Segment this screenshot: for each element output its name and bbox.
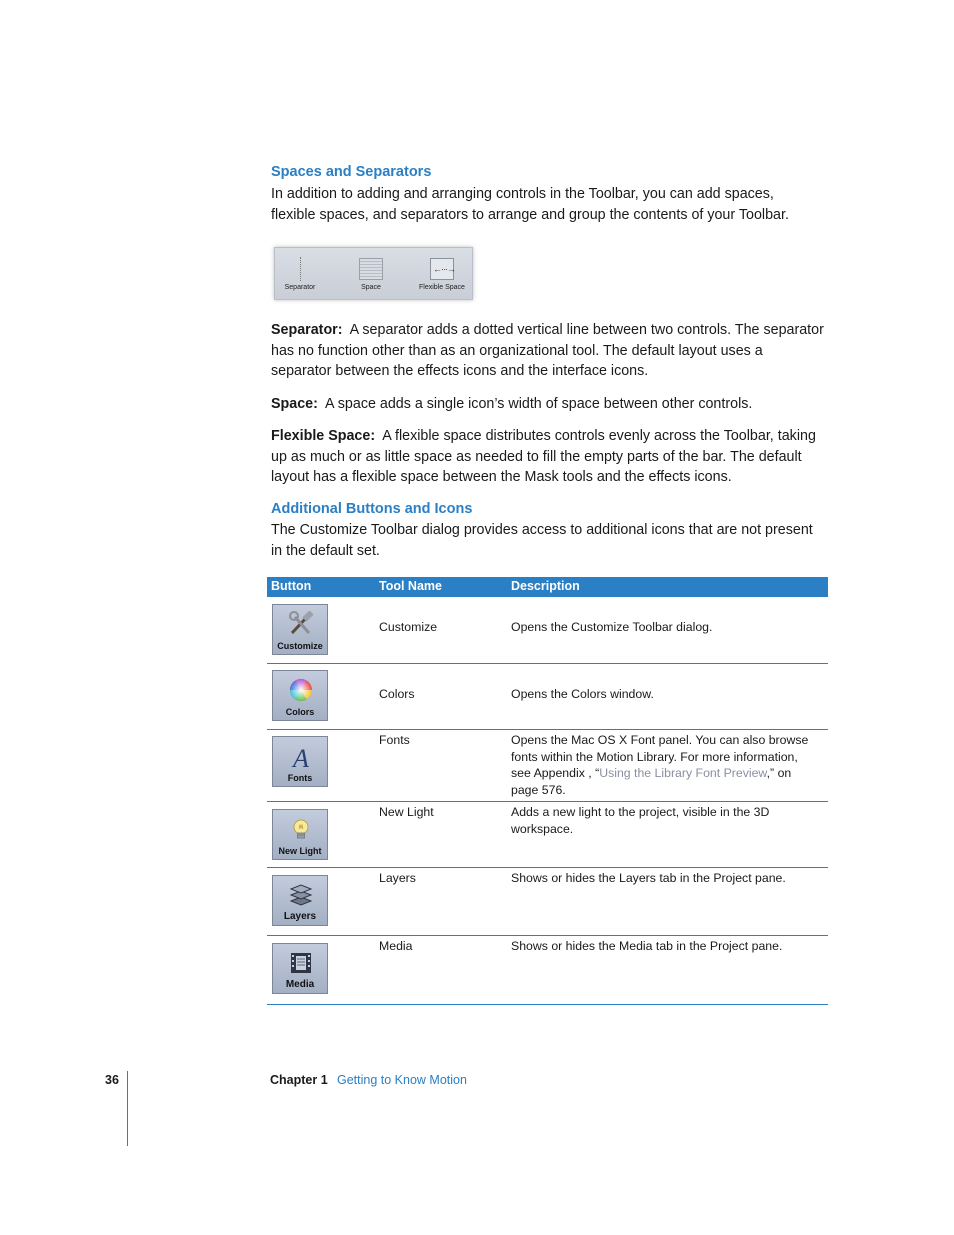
lightbulb-icon: [287, 816, 315, 844]
space-text: A space adds a single icon’s width of space between other controls.: [325, 396, 753, 412]
space-term: Space:: [271, 396, 318, 412]
table-row: [267, 802, 828, 868]
toolbar-items-figure: [274, 247, 473, 300]
table-row: [267, 936, 828, 1005]
customize-button[interactable]: [272, 604, 328, 655]
tool-description: Opens the Customize Toolbar dialog.: [511, 620, 713, 634]
library-font-preview-link[interactable]: Using the Library Font Preview: [599, 766, 767, 780]
tool-description: Shows or hides the Media tab in the Project pane.: [511, 939, 783, 953]
table-row: [267, 730, 828, 802]
customize-button-label: Customize: [277, 641, 323, 651]
flexible-space-text: A flexible space distributes controls evenly across the Toolbar, taking up as much or as little space as needed to fill the empty parts of the bar. The default layout has a flexible space between the Mask tools and the effects icons.: [271, 428, 816, 485]
footer-chapter: Chapter 1: [270, 1073, 328, 1087]
footer-divider: [127, 1071, 128, 1146]
colors-button[interactable]: [272, 670, 328, 721]
tool-name: Media: [379, 939, 413, 953]
colors-icon: [287, 677, 315, 705]
tool-description: Shows or hides the Layers tab in the Project pane.: [511, 871, 786, 885]
intro-line-1: In addition to adding and arranging controls in the Toolbar, you can add spaces,: [271, 186, 774, 202]
fonts-desc-post: ,” on page 576.: [511, 766, 792, 797]
layers-icon: [287, 882, 315, 910]
space-label: Space: [361, 284, 381, 291]
customize-icon: [287, 611, 315, 637]
section-intro-spaces: [271, 184, 827, 225]
separator-label: Separator: [284, 284, 316, 291]
separator-term: Separator:: [271, 322, 343, 338]
tool-description: Adds a new light to the project, visible in the 3D workspace.: [511, 805, 770, 836]
layers-button-label: Layers: [283, 911, 317, 922]
new-light-button[interactable]: [272, 809, 328, 860]
page-number: 36: [105, 1073, 119, 1087]
header-description: Description: [511, 579, 580, 593]
fonts-icon: [287, 743, 315, 773]
table-row: [267, 664, 828, 730]
separator-text: A separator adds a dotted vertical line between two controls. The separator has no function other than as an organizational tool. The default layout uses a separator between the effects icons and the interface icons.: [271, 322, 824, 379]
colors-button-label: Colors: [285, 707, 315, 717]
section-heading-spaces: Spaces and Separators: [271, 164, 432, 180]
table-row: [267, 868, 828, 936]
flexible-space-definition: [271, 426, 827, 488]
table-header: [267, 577, 828, 597]
tool-name: New Light: [379, 805, 434, 819]
separator-item: [277, 248, 323, 299]
tool-name: Customize: [379, 620, 438, 634]
dotted-line-icon: [300, 257, 301, 281]
space-icon: [359, 258, 383, 280]
flexible-space-label: Flexible Space: [419, 284, 465, 291]
tool-name: Fonts: [379, 733, 410, 747]
header-button: Button: [271, 579, 312, 593]
tool-description: [511, 732, 811, 798]
svg-text:A: A: [293, 744, 309, 773]
separator-definition: [271, 320, 827, 382]
layers-button[interactable]: [272, 875, 328, 926]
intro-line-2: flexible spaces, and separators to arrange and group the contents of your Toolbar.: [271, 206, 789, 223]
flexible-space-term: Flexible Space:: [271, 428, 376, 444]
media-button-label: Media: [285, 979, 315, 990]
media-button[interactable]: [272, 943, 328, 994]
table-row: [267, 597, 828, 664]
tools-table: [267, 577, 828, 1005]
space-item: [347, 248, 395, 299]
media-icon: [287, 950, 315, 978]
fonts-button[interactable]: [272, 736, 328, 787]
fonts-button-label: Fonts: [287, 773, 313, 783]
fonts-desc-pre: Opens the Mac OS X Font panel. You can also browse fonts within the Motion Library. For more information, see Appendix , “: [511, 733, 809, 780]
flexible-space-icon: ←···→: [430, 258, 454, 280]
section-intro-additional: The Customize Toolbar dialog provides access to additional icons that are not present in the default set.: [271, 522, 813, 559]
tool-name: Colors: [379, 687, 415, 701]
space-definition: [271, 394, 827, 415]
flexible-space-item: [413, 248, 471, 299]
header-tool-name: Tool Name: [379, 579, 442, 593]
tool-name: Layers: [379, 871, 416, 885]
tool-description: Opens the Colors window.: [511, 687, 654, 701]
footer-chapter-title[interactable]: Getting to Know Motion: [337, 1073, 467, 1087]
section-heading-additional: Additional Buttons and Icons: [271, 501, 473, 517]
new-light-button-label: New Light: [278, 846, 322, 856]
